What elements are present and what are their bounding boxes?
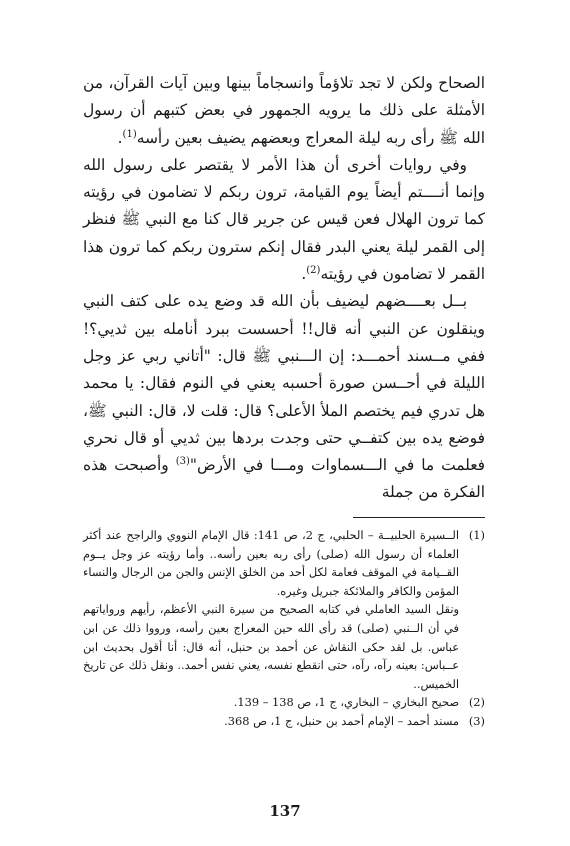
paragraph-2-tail: . [301,265,307,284]
footnote-paragraph: الــسيرة الحلبيــة – الحلبي، ج 2، ص 141: قال الإمام النووي والراجح عند أكثر العلماء أن رسول الله (صلى) رأى ربه بعين رأسه.. وأما رؤيته عز وجل يــوم القــيامة في الموقف فعامة لكل أحد من الخلق الإنس والجن من الرجال والنساء المؤمن والكافر والملائكة جبريل وغيره. [83,528,460,598]
footnote-body [83,526,459,693]
footnote-paragraph: ونقل السيد العاملي في كتابه الصحيح من سيرة النبي الأعظم، رأيهم ورواياتهم في أن الــنبي (صلى) قد رأى الله حين المعراج بعين رأسه، ورووا ذلك عن ابن عباس. بل لقد حكى النقاش عن أحمد بن حنبل، أنه قال: أنا أقول بحديث ابن عــباس: بعينه رآه، رآه، حتى انقطع نفسه، يعني نفس أحمد.. ونقل ذلك عن تاريخ الخميس.. [83,602,459,691]
footnotes [83,526,485,731]
footnote-ref-2: (2) [306,264,321,276]
page-number: 137 [269,802,301,820]
footnote-number: (3) [468,713,485,728]
footnote-ref-1: (1) [122,128,137,140]
paragraph-1-tail: . [117,128,123,147]
footnote-paragraph: صحيح البخاري – البخاري، ج 1، ص 138 – 139. [233,695,459,710]
main-text [83,70,485,507]
paragraph-3-tail: وأصبحت هذه الفكرة من جملة [83,456,485,502]
footnote-body [83,712,459,731]
footnote-ref-3: (3) [175,456,190,468]
footnote-separator [353,517,485,518]
paragraph-3-text: بــل بعــــضهم ليضيف بأن الله قد وضع يده على كتف النبي وينقلون عن النبي أنه قال!! أحسست ببرد أنامله بين ثديي؟! ففي مــسند أحمـــد: إن الـــنبي ﷺ قال: "أتاني ربي عز وجل الليلة في أحــسن صورة أحسبه يعني في النوم فقال: يا محمد هل تدري فيم يختصم الملأ الأعلى؟ قال: قلت لا، قال: النبي ﷺ، فوضع يده بين كتفــي حتى وجدت بردها بين ثديي أو قال نحري فعلمت ما في الـــسماوات ومـــا في الأرض" [83,292,485,475]
paragraph-1-text: الصحاح ولكن لا تجد تلاؤماً وانسجاماً بينها وبين آيات القرآن، من الأمثلة على ذلك ما يرويه الجمهور في بعض كتبهم أن رسول الله ﷺ رأى ربه ليلة المعراج وبعضهم يضيف بعين رأسه [83,74,485,147]
paragraph-2 [83,152,485,288]
footnote-1 [83,526,485,693]
paragraph-2-text: وفي روايات أخرى أن هذا الأمر لا يقتصر على رسول الله وإنما أنــــتم أيضاً يوم القيامة، ترون ربكم لا تضامون في رؤيته كما ترون الهلال فعن قيس عن جرير قال كنا مع النبي ﷺ فنظر إلى القمر ليلة يعني البدر فقال إنكم سترون ربكم كما ترون هذا القمر لا تضامون في رؤيته [83,155,485,284]
footnote-number: (1) [468,528,485,542]
footnote-paragraph: مسند أحمد – الإمام أحمد بن حنبل، ج 1، ص 368. [224,713,459,728]
paragraph-1 [83,70,485,152]
footnote-number: (2) [468,695,485,710]
footnote-body [83,693,459,712]
footnote-3 [83,712,485,731]
paragraph-3 [83,288,485,506]
footnote-2 [83,693,485,712]
